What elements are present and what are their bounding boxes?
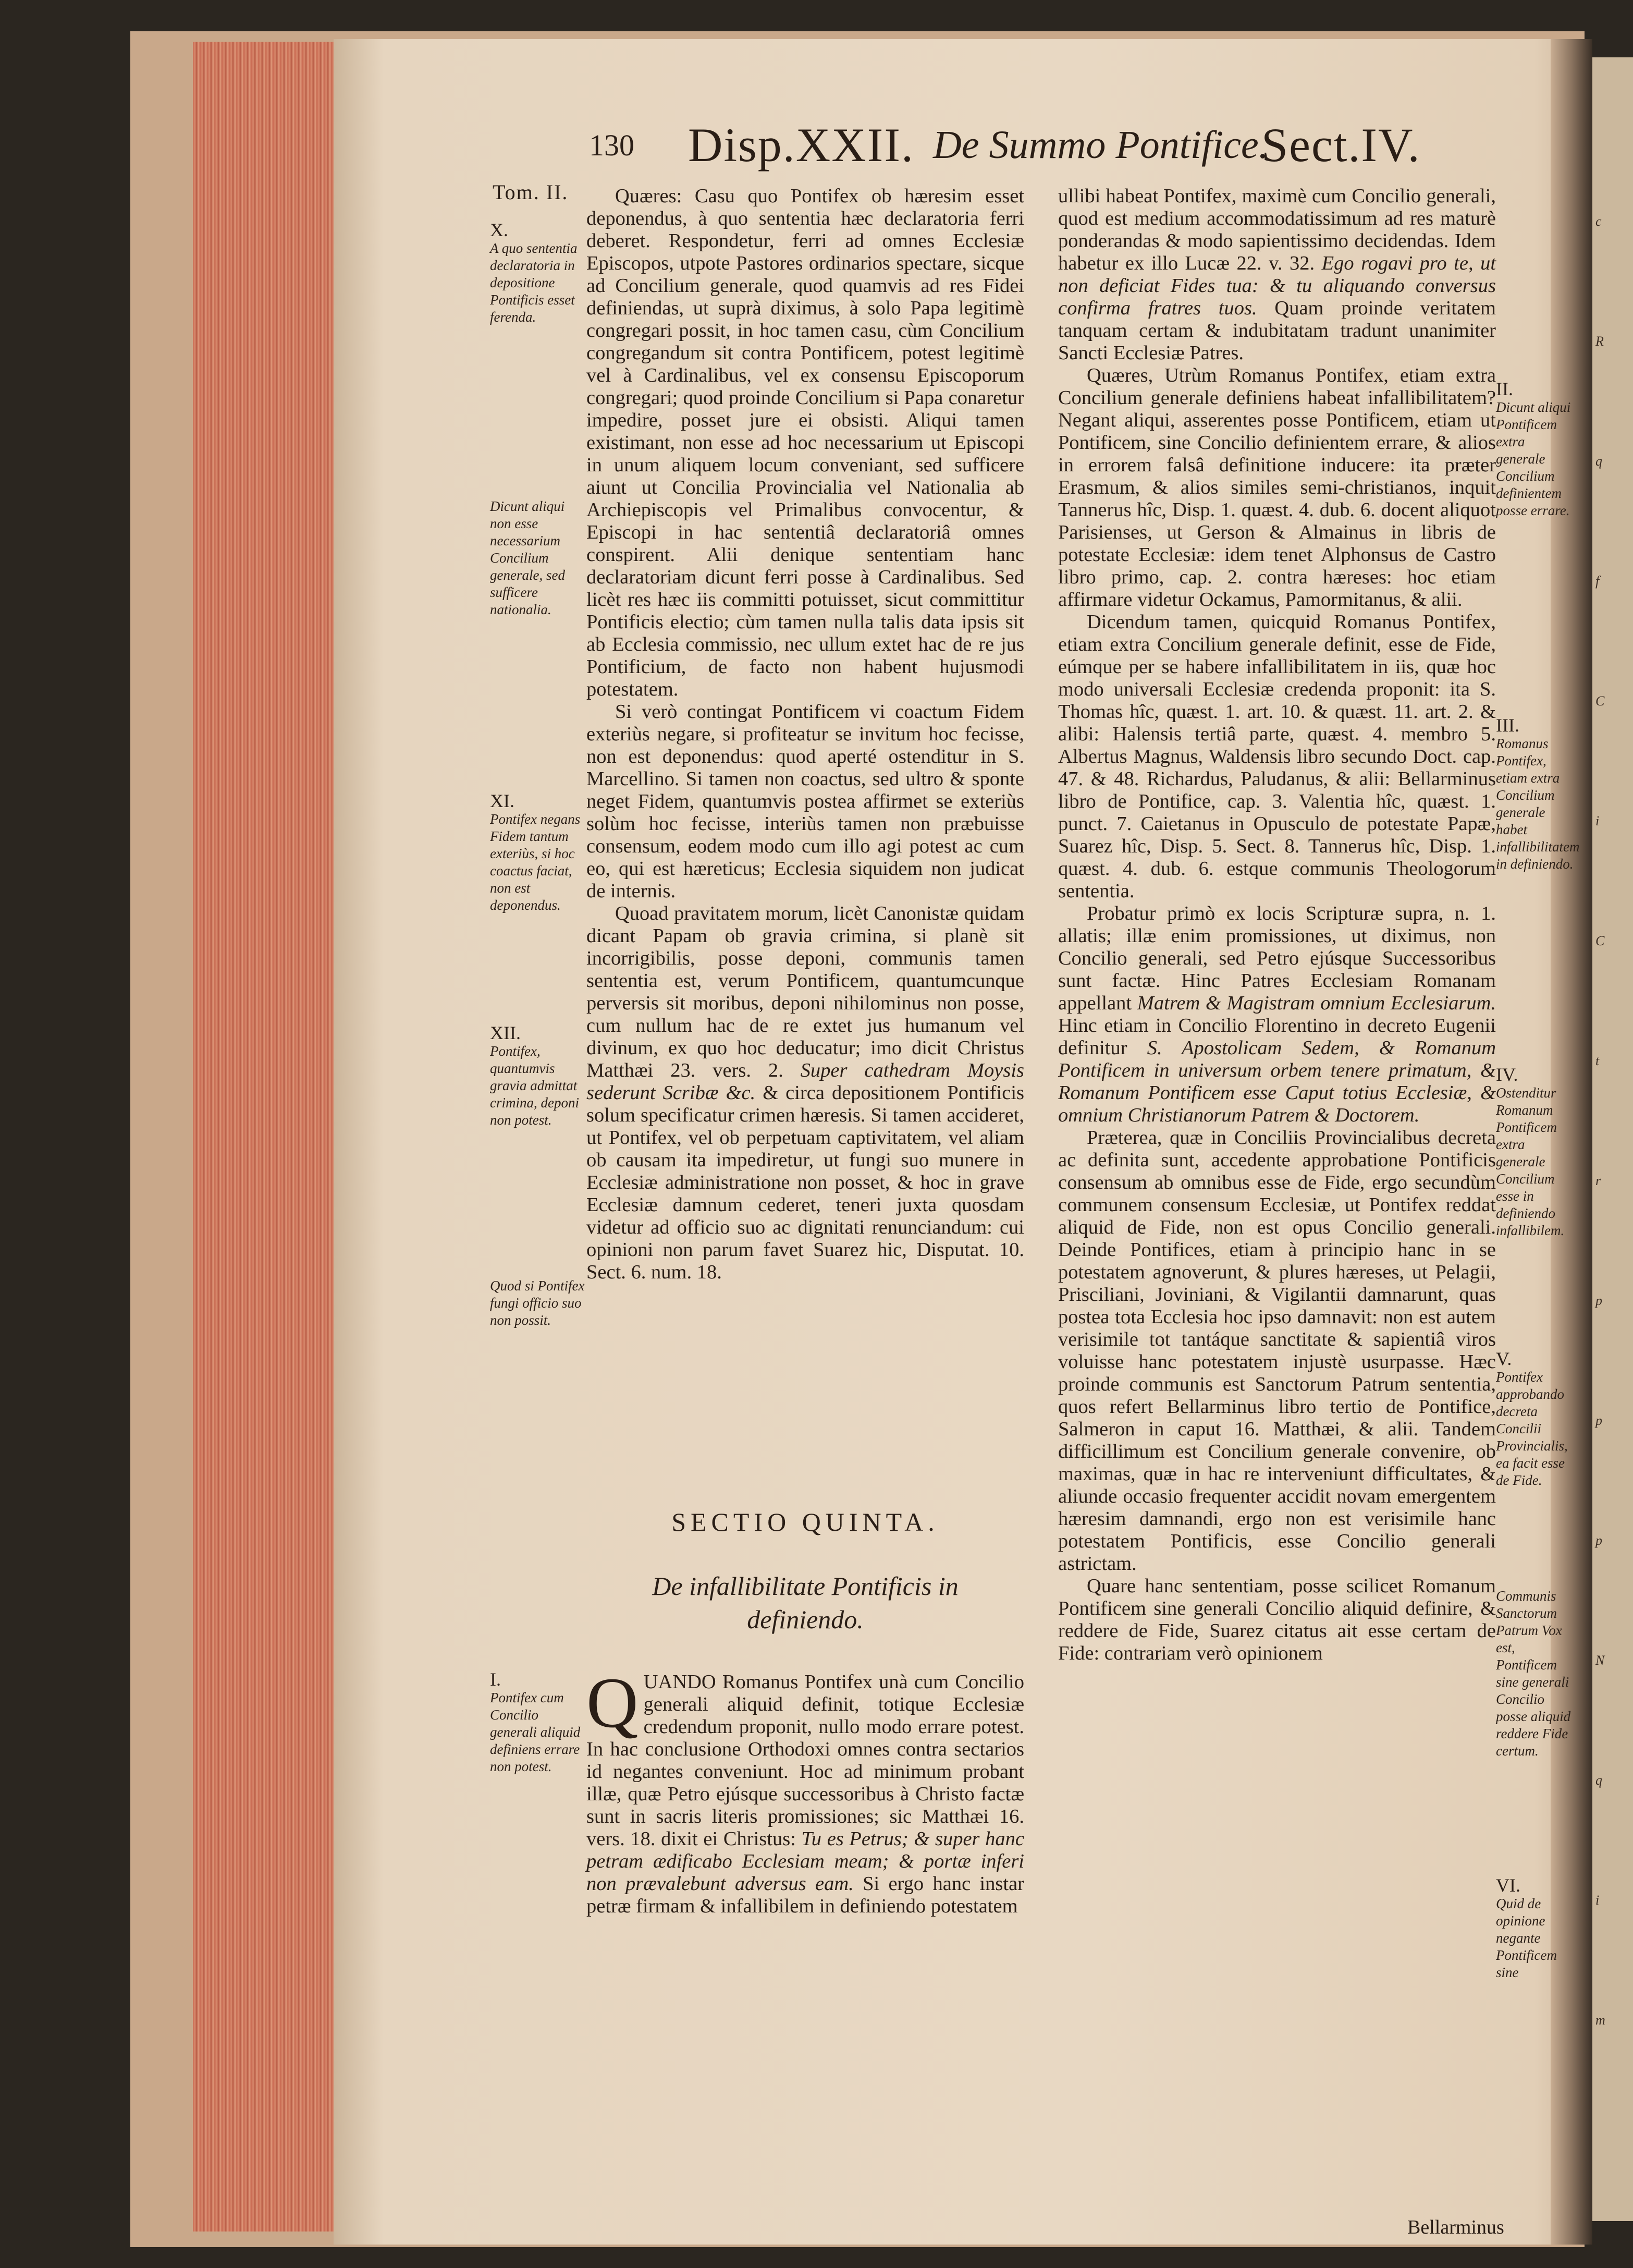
left-column-lower xyxy=(586,1663,1024,1918)
margin-number: X. xyxy=(490,220,508,240)
margin-text: Ostenditur Romanum Pontificem extra generale Concilium esse in definiendo infallibilem. xyxy=(1496,1085,1565,1238)
quote: S. Apostolicam Sedem, & Romanum Pontificem in universum orbem tenere primatum, & Romanum Pontificem esse Caput totius Ecclesiæ, & omnium Christianorum Patrem & Doctorem. xyxy=(1058,1037,1496,1126)
text-run: & circa depositionem Pontificis solum specificatur crimen hæresis. Si tamen accideret, ut Pontifex, vel ob perpetuam captivitatem, vel aliam ob causam ita impediretur, ut fungi suo munere in Ecclesiæ administratione non posset, & hoc in grave Ecclesiæ damnum cederet, teneri juxta quosdam videtur ad officio suo ac dignitati renunciandum: cui opinioni non parum favet Suarez hic, Disputat. 10. Sect. 6. num. 18. xyxy=(586,1082,1025,1283)
scripture-quote: Ego rogavi pro te, ut non deficiat Fides tua: & tu aliquando conversus confirma fratres tuos. xyxy=(1058,252,1496,319)
margin-text: Pontifex, quantumvis gravia admittat crimina, deponi non potest. xyxy=(490,1043,579,1128)
scripture-quote: Super cathedram Moysis sederunt Scribæ &c. xyxy=(586,1059,1024,1104)
margin-note xyxy=(490,498,586,618)
text-run: ullibi habeat Pontifex, maximè cum Concilio generali, quod est medium accommodatissimum ad res maturè ponderandas & modo sapientissimo decidendas. Idem habetur ex illo Lucæ 22. v. 32. xyxy=(1058,185,1496,274)
margin-number: III. xyxy=(1496,715,1519,736)
text-run: UANDO Romanus Pontifex unà cum Concilio generali aliquid definit, totique Ecclesiæ credendum proponit, nullo modo errare potest. In hac conclusione Orthodoxi omnes contra sectarios id negantes conveniunt. Hoc ad minimum probant illæ, quæ Petro ejúsque successoribus à Christo factæ sunt in sacris literis promissiones; sic Matthæi 16. vers. 18. dixit ei Christus: xyxy=(586,1671,1024,1850)
paragraph: Dicendum tamen, quicquid Romanus Pontifex, etiam extra Concilium generale definit, esse de Fide, eúmque per se habere infallibilitatem in iis, quæ hoc modo universali Ecclesiæ credenda proponit: ita S. Thomas hîc, quæst. 1. art. 10. & quæst. 11. art. 2. & alibi: Halensis tertiâ parte, quæst. 4. membro 5. Albertus Magnus, Waldensis libro secundo Doct. cap. 47. & 48. Richardus, Paludanus, & alii: Bellarminus libro de Pontifice, cap. 3. Valentia hîc, quæst. 1. punct. 7. Caietanus in Opusculo de potestate Papæ, Suarez hîc, Disp. 5. Sect. 8. Tannerus hîc, Disp. 1. quæst. 4. dub. 6. estque communis Theologorum sententia. xyxy=(1058,611,1496,902)
margin-number: VI. xyxy=(1496,1875,1520,1896)
facing-page-edge xyxy=(1592,57,1633,2221)
paragraph: Quæres, Utrùm Romanus Pontifex, etiam extra Concilium generale definiens habeat infallibilitatem? Negant aliqui, asserentes posse Pontificem, etiam ut Pontificem, sine Concilio definientem errare, & alios in errorem falsâ definitione inducere: ita præter Erasmum, & alios similes semi-christianos, inquit Tannerus hîc, Disp. 1. quæst. 4. dub. 6. docent aliquot Parisienses, ut Gerson & Almainus in libris de potestate Ecclesiæ: idem tenet Alphonsus de Castro libro primo, cap. 2. contra hæreses: hoc etiam affirmare videtur Ockamus, Pamormitanus, & alii. xyxy=(1058,364,1496,611)
margin-text: Romanus Pontifex, etiam extra Concilium generale habet infallibilitatem in definiendo. xyxy=(1496,736,1580,872)
margin-note xyxy=(490,1277,586,1329)
margin-note xyxy=(490,222,586,326)
facing-page-letter: t xyxy=(1595,1053,1600,1068)
subtitle-line: De infallibilitate Pontificis in xyxy=(652,1571,959,1601)
facing-page-letter: q xyxy=(1595,454,1602,469)
facing-page-letter: i xyxy=(1595,813,1600,828)
paragraph xyxy=(1058,903,1496,1127)
facing-page-letter: r xyxy=(1595,1173,1601,1188)
text-run: Si ergo hanc instar petræ firmam & infallibilem in definiendo potestatem xyxy=(586,1873,1024,1917)
tome-label: Tom. II. xyxy=(493,180,569,204)
margin-text: Quod si Pontifex fungi officio suo non possit. xyxy=(490,1278,585,1328)
margin-note xyxy=(490,1022,586,1129)
margin-number: V. xyxy=(1496,1348,1512,1369)
margin-number: IV. xyxy=(1496,1064,1518,1085)
facing-page-letter: p xyxy=(1595,1533,1602,1548)
margin-text: Pontifex approbando decreta Concilii Provincialis, ea facit esse de Fide. xyxy=(1496,1369,1568,1488)
facing-page-letter: q xyxy=(1595,1773,1602,1788)
margin-text: Quid de opinione negante Pontificem sine xyxy=(1496,1896,1557,1980)
margin-note xyxy=(1496,1588,1574,1760)
paragraph: Præterea, quæ in Conciliis Provincialibus decreta ac definita sunt, accedente approbatione Pontificis consensum ab omnibus esse de Fide, ergo secundùm communem consensum Ecclesiæ, ut Pontifex reddat aliquid de Fide, non est opus Concilio generali. Deinde Pontifices, etiam à principio hanc in se potestatem agnoverunt, & plures hæreses, ut Pelagii, Prisciliani, Joviniani, & Vigilantii damnarunt, quas postea tota Ecclesia hoc ipso damnavit: non est autem verisimile tot tantáque sanctitate & sapientiâ viros voluisse hanc potestatem injustè usurpasse. Hæc proinde communis est Sanctorum Patrum sententia, quos refert Bellarminus libro tertio de Pontifice, Salmeron in caput 16. Matthæi, & alii. Tandem difficillimum est Concilium generale convenire, ob maximas, quæ in hac re interveniunt difficultates, & aliunde occasio frequenter accidit novam emergentem hæresim damnandi, ergo non est verisimile hanc potestatem Pontificis, esse Concilio generali astrictam. xyxy=(1058,1127,1496,1575)
facing-page-letter: c xyxy=(1595,214,1602,229)
margin-text: A quo sententia declaratoria in depositione Pontificis esset ferenda. xyxy=(490,240,578,325)
margin-text: Pontifex negans Fidem tantum exteriùs, si hoc coactus faciat, non est deponendus. xyxy=(490,811,581,913)
quote: Matrem & Magistram omnium Ecclesiarum. xyxy=(1137,992,1496,1014)
text-run: Probatur primò ex locis Scripturæ supra, n. 1. allatis; illæ enim promissiones, ut diximus, non Concilio generali, sed Petro ejúsque Successoribus sunt factæ. Hinc Patres Ecclesiam Romanam appellant xyxy=(1058,903,1496,1014)
margin-note xyxy=(1496,381,1574,519)
margin-note xyxy=(1496,1877,1574,1981)
margin-number: XII. xyxy=(490,1022,521,1043)
section-subtitle xyxy=(586,1569,1024,1636)
facing-page-letter: f xyxy=(1595,574,1600,589)
facing-page-letter: R xyxy=(1595,334,1604,349)
paragraph xyxy=(586,903,1024,1284)
paragraph: Si verò contingat Pontificem vi coactum Fidem exteriùs negare, si profiteatur se invitum hoc fecisse, non est deponendus: quod aperté ostenditur in S. Marcellino. Si tamen non coactus, sed ultro & sponte neget Fidem, quantumvis postea affirmet se exteriùs solùm hoc fecisse, interiùs tamen non præbuisse consensum, eodem modo cum illo agi potest ac cum eo, qui est hæreticus; Ecclesia siquidem non judicat de internis. xyxy=(586,701,1024,902)
margin-note xyxy=(490,1671,586,1775)
margin-number: II. xyxy=(1496,379,1513,399)
facing-page-letter: i xyxy=(1595,1893,1600,1908)
text-run: Hinc etiam in Concilio Florentino in decreto Eugenii definitur xyxy=(1058,1015,1496,1059)
paragraph: Quæres: Casu quo Pontifex ob hæresim esset deponendus, à quo sententia hæc declaratoria ferri deberet. Respondetur, ferri ad omnes Ecclesiæ Episcopos, utpote Pastores ordinarios spectare, sicque ad Concilium generale, quod quamvis ad res Fidei definiendas, ut suprà diximus, à solo Papa legitimè congregari possit, in hoc tamen casu, cùm Concilium congregandum sit contra Pontificem, potest legitimè vel à Cardinalibus, vel ex consensu Episcoporum congregari; quod proinde Concilium si Papa conaretur impedire, posset jure ei obsisti. Aliqui tamen existimant, non esse ad hoc necessarium ut Episcopi in unum aliquem locum conveniant, sed sufficere aiunt ut Concilia Provincialia vel Nationalia ab Archiepiscopis vel Primalibus convocentur, & Episcopi in hac sententiâ declaratoriâ omnes conspirent. Alii denique sententiam hanc declaratoriam dicunt ferri posse à Cardinalibus. Sed licèt res hæc iis committi potuisset, sicut committitur Pontificis electio; cùm tamen nulla talis data ipsis sit ab Ecclesia commissio, nec ullum extet hac de re jus Pontificium, de facto non habent hujusmodi potestatem. xyxy=(586,185,1024,700)
margin-note xyxy=(490,792,586,914)
facing-page-letter: C xyxy=(1595,933,1605,948)
right-column xyxy=(1058,185,1496,1665)
left-column xyxy=(586,185,1024,1284)
paragraph xyxy=(586,1663,1024,1918)
facing-page-letter: m xyxy=(1595,2013,1605,2028)
paragraph xyxy=(1058,185,1496,364)
text-run: Quam proinde veritatem tanquam certam & indubitatam tradunt unanimiter Sancti Ecclesiæ Patres. xyxy=(1058,297,1496,364)
running-title: De Summo Pontifice. xyxy=(933,123,1269,167)
running-header xyxy=(589,117,1423,175)
margin-text: Dicunt aliqui Pontificem extra generale Concilium definientem posse errare. xyxy=(1496,399,1571,518)
page-edges xyxy=(193,42,344,2232)
facing-page-letter: N xyxy=(1595,1653,1605,1668)
text-run: Quoad pravitatem morum, licèt Canonistæ quidam dicant Papam ob gravia crimina, si planè sit incorrigibilis, posse deponi, communis tamen sententia est, verum Pontificem, quantumcunque perversis sit moribus, deponi nihilominus non posse, cum nullum hac de re extet jus humanum vel divinum, ex quo hoc deducatur; imo dicit Christus Matthæi 23. vers. 2. xyxy=(586,903,1024,1081)
facing-page-letter: p xyxy=(1595,1413,1602,1428)
margin-note xyxy=(1496,1350,1574,1489)
margin-note xyxy=(1496,715,1580,873)
margin-text: Communis Sanctorum Patrum Vox est, Pontificem sine generali Concilio posse aliquid reddere Fide certum. xyxy=(1496,1588,1571,1759)
catchword: Bellarminus xyxy=(1407,2216,1504,2238)
margin-number: XI. xyxy=(490,790,514,811)
page-number: 130 xyxy=(589,128,634,162)
disputatio-label: Disp.XXII. xyxy=(688,118,914,172)
facing-page-letter: C xyxy=(1595,693,1605,709)
section-heading: SECTIO QUINTA. xyxy=(671,1507,939,1537)
margin-number: I. xyxy=(490,1669,501,1690)
sectio-label: Sect.IV. xyxy=(1261,118,1421,172)
margin-note xyxy=(1496,1066,1574,1239)
paragraph: Quare hanc sententiam, posse scilicet Romanum Pontificem sine generali Concilio aliquid definire, & reddere de Fide, Suarez citatus ait esse certam de Fide: contrariam verò opinionem xyxy=(1058,1575,1496,1664)
scripture-quote: Tu es Petrus; & super hanc petram ædificabo Ecclesiam meam; & portæ inferi non prævalebunt adversus eam. xyxy=(586,1828,1024,1895)
subtitle-line: definiendo. xyxy=(747,1605,864,1634)
facing-page-letter: p xyxy=(1595,1293,1602,1308)
margin-text: Pontifex cum Concilio generali aliquid definiens errare non potest. xyxy=(490,1690,581,1774)
drop-cap: Q xyxy=(586,1663,639,1742)
margin-text: Dicunt aliqui non esse necessarium Concilium generale, sed sufficere nationalia. xyxy=(490,498,565,617)
